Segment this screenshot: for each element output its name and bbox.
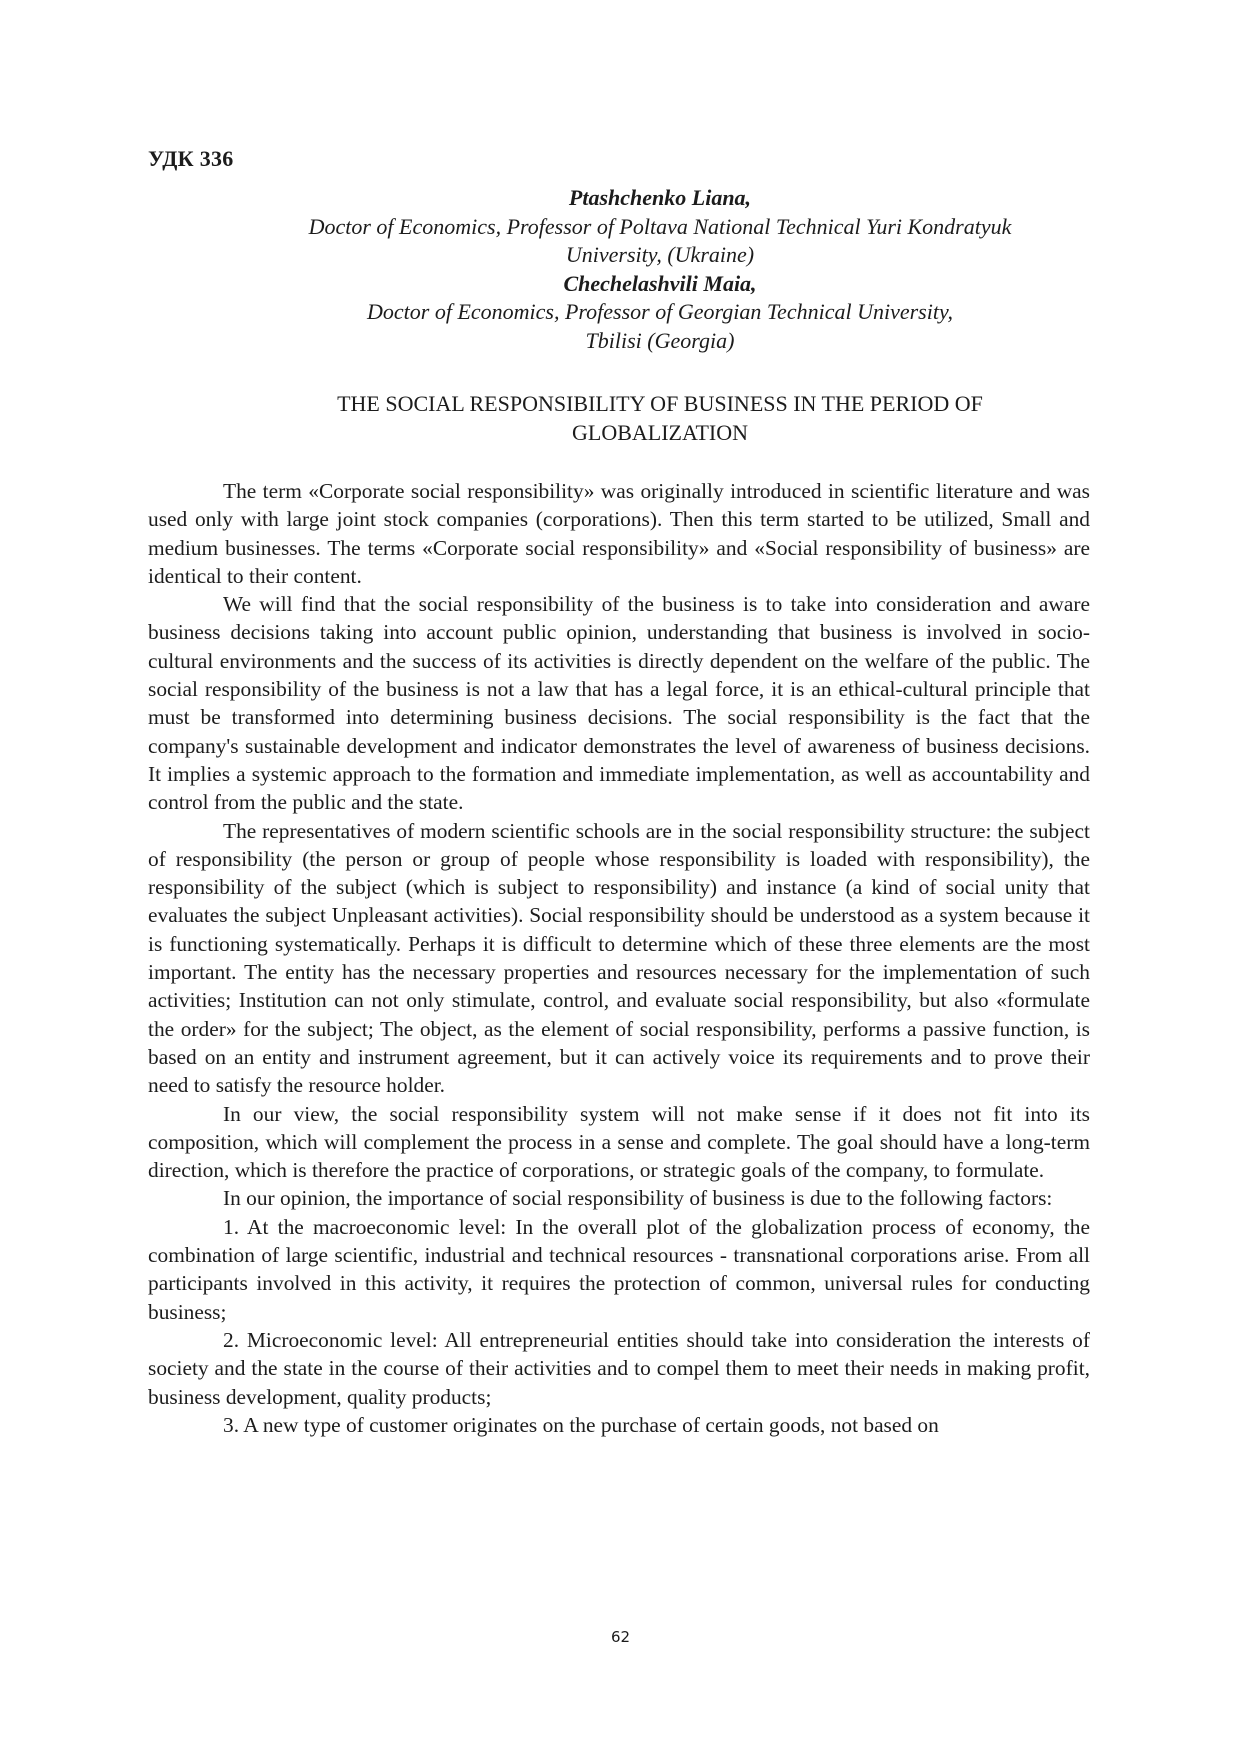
author-affiliation: Tbilisi (Georgia): [585, 327, 735, 353]
article-body: [148, 477, 1090, 1439]
author-block: [150, 184, 1170, 355]
author-affiliation: Doctor of Economics, Professor of Georgian Technical University,: [367, 299, 953, 324]
udk-code: УДК 336: [148, 146, 234, 171]
paragraph: The term «Corporate social responsibility» was originally introduced in scientific literature and was used only with large joint stock companies (corporations). Then this term started to be utilized, Small and medium businesses. The terms «Corporate social responsibility» and «Social responsibility of business» are identical to their content.: [148, 479, 1090, 588]
page-number: 62: [610, 1628, 631, 1646]
paragraph: The representatives of modern scientific schools are in the social responsibility structure: the subject of responsibility (the person or group of people whose responsibility is loaded with responsibility), the responsibility of the subject (which is subject to responsibility) and instance (a kind of social unity that evaluates the subject Unpleasant activities). Social responsibility should be understood as a system because it is functioning systematically. Perhaps it is difficult to determine which of these three elements are the most important. The entity has the necessary properties and resources necessary for the implementation of such activities; Institution can not only stimulate, control, and evaluate social responsibility, but also «formulate the order» for the subject; The object, as the element of social responsibility, performs a passive function, is based on an entity and instrument agreement, but it can actively voice its requirements and to prove their need to satisfy the resource holder.: [148, 818, 1090, 1098]
author-name: Chechelashvili Maia,: [563, 270, 757, 296]
list-item-customer: 3. A new type of customer originates on the purchase of certain goods, not based on: [223, 1412, 939, 1437]
title-line: GLOBALIZATION: [572, 419, 748, 445]
article-title: [150, 390, 1170, 447]
list-item-microeconomic: 2. Microeconomic level: All entrepreneurial entities should take into consideration the interests of society and the state in the course of their activities and to compel them to meet their needs in making profit, business development, quality products;: [148, 1327, 1090, 1409]
author-affiliation: Doctor of Economics, Professor of Poltava National Technical Yuri Kondratyuk: [308, 213, 1012, 239]
list-item-macroeconomic: 1. At the macroeconomic level: In the overall plot of the globalization process of economy, the combination of large scientific, industrial and technical resources - transnational corporations arise. From all participants involved in this activity, it requires the protection of common, universal rules for conducting business;: [148, 1214, 1090, 1324]
title-line: THE SOCIAL RESPONSIBILITY OF BUSINESS IN THE PERIOD OF: [337, 391, 983, 416]
author-name: Ptashchenko Liana,: [568, 185, 752, 210]
paragraph: In our view, the social responsibility system will not make sense if it does not fit into its composition, which will complement the process in a sense and complete. The goal should have a long-term direction, which is therefore the practice of corporations, or strategic goals of the company, to formulate.: [148, 1101, 1090, 1183]
paragraph: In our opinion, the importance of social responsibility of business is due to the following factors:: [223, 1186, 1053, 1211]
author-affiliation: University, (Ukraine): [565, 242, 755, 267]
paragraph: We will find that the social responsibility of the business is to take into consideration and aware business decisions taking into account public opinion, understanding that business is involved in socio-cultural environments and the success of its activities is directly dependent on the welfare of the public. The social responsibility of the business is not a law that has a legal force, it is an ethical-cultural principle that must be transformed into determining business decisions. The social responsibility is the fact that the company's sustainable development and indicator demonstrates the level of awareness of business decisions. It implies a systemic approach to the formation and immediate implementation, as well as accountability and control from the public and the state.: [148, 592, 1090, 815]
